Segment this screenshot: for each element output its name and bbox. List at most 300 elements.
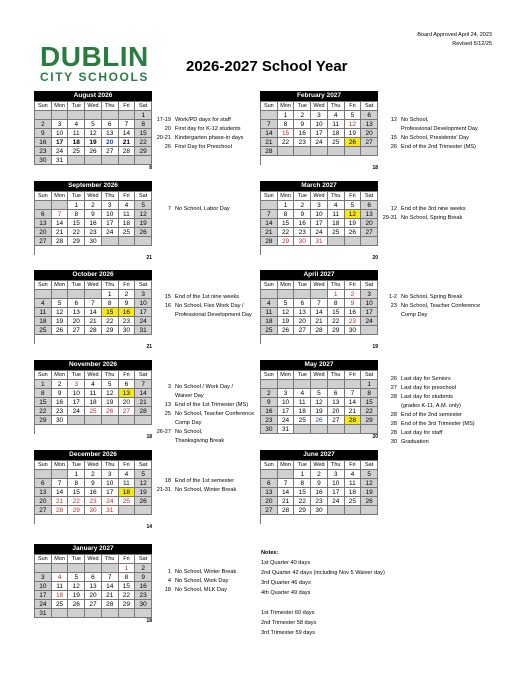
day-cell: 13 <box>328 398 345 407</box>
empty-day-cell <box>361 326 378 335</box>
note-date <box>155 437 175 446</box>
day-cell: 31 <box>102 506 119 515</box>
day-cell: 23 <box>345 317 362 326</box>
day-cell: 15 <box>119 582 136 591</box>
day-cell: 26 <box>361 497 378 506</box>
weekday-header: Fri <box>345 281 362 290</box>
empty-day-cell <box>102 609 119 618</box>
day-cell: 2 <box>119 290 136 299</box>
empty-day-cell <box>68 111 85 120</box>
day-cell: 29 <box>119 600 136 609</box>
weekday-header: Wed <box>311 371 328 380</box>
day-cell: 22 <box>68 497 85 506</box>
empty-day-cell <box>328 425 345 434</box>
oct-notes <box>155 293 252 320</box>
day-cell: 14 <box>311 308 328 317</box>
note-date: 26-27 <box>156 429 171 435</box>
empty-day-cell <box>52 111 69 120</box>
month-calendar <box>34 270 152 351</box>
empty-day-cell <box>345 156 362 165</box>
note-row <box>381 393 475 402</box>
day-cell: 17 <box>35 591 52 600</box>
weekday-header: Tue <box>294 461 311 470</box>
day-cell: 2 <box>311 470 328 479</box>
day-cell: 7 <box>311 299 328 308</box>
note-text: No School, Winter Break <box>175 487 237 493</box>
empty-day-cell <box>119 335 136 344</box>
note-date: 28 <box>390 430 397 436</box>
day-cell: 24 <box>328 497 345 506</box>
day-cell: 24 <box>102 228 119 237</box>
empty-day-cell <box>294 335 311 344</box>
day-cell: 28 <box>278 506 295 515</box>
day-cell: 8 <box>135 120 152 129</box>
summary-notes <box>261 548 385 638</box>
weekday-header: Sun <box>35 555 52 564</box>
weekday-header: Sat <box>361 281 378 290</box>
day-cell: 8 <box>294 479 311 488</box>
note-date: 26 <box>390 144 397 150</box>
day-cell: 7 <box>52 210 69 219</box>
day-cell: 8 <box>68 479 85 488</box>
day-cell: 2 <box>35 120 52 129</box>
day-cell: 12 <box>68 582 85 591</box>
aug-notes <box>155 116 243 152</box>
empty-day-cell <box>278 515 295 524</box>
empty-day-cell <box>102 335 119 344</box>
note-text: Professional Development Day <box>175 312 252 318</box>
day-cell: 3 <box>52 120 69 129</box>
empty-day-cell <box>311 147 328 156</box>
month-title: September 2026 <box>34 181 152 191</box>
day-cell: 23 <box>261 416 278 425</box>
day-cell: 24 <box>68 407 85 416</box>
day-cell: 14 <box>85 308 102 317</box>
day-cell: 10 <box>361 299 378 308</box>
day-cell: 18 <box>85 398 102 407</box>
day-cell: 23 <box>85 228 102 237</box>
day-cell: 26 <box>345 228 362 237</box>
day-cell: 20 <box>328 407 345 416</box>
day-cell: 22 <box>328 317 345 326</box>
note-text: No School, Spring Break <box>401 215 463 221</box>
note-date: 27 <box>390 385 397 391</box>
note-row <box>155 477 236 486</box>
day-cell: 8 <box>68 210 85 219</box>
empty-day-cell <box>261 380 278 389</box>
note-row <box>155 143 243 152</box>
note-row <box>155 311 252 320</box>
day-cell: 27 <box>261 506 278 515</box>
day-count <box>260 524 378 531</box>
empty-day-cell <box>345 246 362 255</box>
empty-day-cell <box>68 335 85 344</box>
day-cell: 8 <box>328 299 345 308</box>
day-cell: 15 <box>68 488 85 497</box>
note-text: End of the 1st nine weeks <box>175 294 240 300</box>
month-grid <box>34 554 152 618</box>
sep-notes <box>155 205 230 214</box>
day-cell: 21 <box>261 138 278 147</box>
note-text: End of the 3rd nine weeks <box>401 206 466 212</box>
day-cell: 13 <box>294 308 311 317</box>
note-text: No School, Winter Break <box>175 569 237 575</box>
day-cell: 6 <box>361 111 378 120</box>
note-date: 1 <box>167 569 171 575</box>
empty-day-cell <box>119 425 136 434</box>
day-cell: 8 <box>102 299 119 308</box>
day-cell: 4 <box>328 111 345 120</box>
day-cell: 18 <box>52 591 69 600</box>
day-cell: 28 <box>102 600 119 609</box>
weekday-header: Tue <box>68 192 85 201</box>
note-date: 30 <box>390 439 397 445</box>
empty-day-cell <box>361 335 378 344</box>
day-cell: 1 <box>35 380 52 389</box>
empty-day-cell <box>85 425 102 434</box>
day-cell: 18 <box>328 129 345 138</box>
summary-line: 2nd Trimester 58 days <box>261 620 317 626</box>
day-cell: 25 <box>328 228 345 237</box>
empty-day-cell <box>278 156 295 165</box>
day-cell: 31 <box>52 156 69 165</box>
summary-line: 1st Quarter 40 days <box>261 560 311 566</box>
day-cell: 16 <box>52 398 69 407</box>
day-cell: 3 <box>102 470 119 479</box>
note-text: No School, <box>401 117 429 123</box>
empty-day-cell <box>102 564 119 573</box>
day-count: 20 <box>372 434 378 440</box>
month-title: April 2027 <box>260 270 378 280</box>
weekday-header: Mon <box>278 371 295 380</box>
day-cell: 23 <box>294 138 311 147</box>
day-cell: 4 <box>52 573 69 582</box>
note-text: (grades K-11, A.M. only) <box>401 403 461 409</box>
day-cell: 22 <box>68 228 85 237</box>
empty-day-cell <box>361 246 378 255</box>
day-cell: 9 <box>85 210 102 219</box>
day-cell: 29 <box>294 506 311 515</box>
empty-day-cell <box>102 237 119 246</box>
weekday-header: Thu <box>328 102 345 111</box>
day-cell: 4 <box>35 299 52 308</box>
empty-day-cell <box>102 156 119 165</box>
note-date <box>381 402 401 411</box>
day-cell: 1 <box>68 201 85 210</box>
day-cell: 30 <box>294 237 311 246</box>
empty-day-cell <box>102 416 119 425</box>
day-cell: 18 <box>68 138 85 147</box>
note-text: No School, Labor Day <box>175 206 230 212</box>
day-cell: 30 <box>135 600 152 609</box>
day-cell: 6 <box>85 573 102 582</box>
day-cell: 25 <box>85 407 102 416</box>
day-cell: 23 <box>311 497 328 506</box>
month-grid <box>260 280 378 344</box>
note-text: Thanksgiving Break <box>175 438 225 444</box>
day-cell: 14 <box>52 488 69 497</box>
day-cell: 21 <box>135 398 152 407</box>
day-cell: 17 <box>328 488 345 497</box>
month-title: March 2027 <box>260 181 378 191</box>
day-cell: 7 <box>52 479 69 488</box>
weekday-header: Sun <box>261 461 278 470</box>
weekday-header: Fri <box>119 281 136 290</box>
weekday-header: Wed <box>311 281 328 290</box>
day-cell: 16 <box>294 129 311 138</box>
day-cell: 12 <box>135 210 152 219</box>
weekday-header: Sat <box>135 461 152 470</box>
empty-day-cell <box>294 147 311 156</box>
weekday-header: Wed <box>311 192 328 201</box>
day-cell: 7 <box>261 210 278 219</box>
note-row <box>155 568 236 577</box>
note-text: Comp Day <box>175 420 202 426</box>
day-cell: 10 <box>52 129 69 138</box>
day-cell: 23 <box>52 407 69 416</box>
weekday-header: Sun <box>35 192 52 201</box>
weekday-header: Sat <box>361 192 378 201</box>
day-cell: 2 <box>261 389 278 398</box>
day-count: 18 <box>146 618 152 624</box>
month-grid <box>260 101 378 165</box>
empty-day-cell <box>135 609 152 618</box>
empty-day-cell <box>261 470 278 479</box>
day-cell: 13 <box>102 129 119 138</box>
empty-day-cell <box>52 335 69 344</box>
day-cell: 19 <box>102 398 119 407</box>
empty-day-cell <box>102 246 119 255</box>
empty-day-cell <box>85 564 102 573</box>
weekday-header: Sat <box>135 192 152 201</box>
empty-day-cell <box>35 201 52 210</box>
empty-day-cell <box>311 515 328 524</box>
empty-day-cell <box>135 416 152 425</box>
day-cell: 10 <box>102 210 119 219</box>
day-cell: 9 <box>311 479 328 488</box>
day-cell: 19 <box>345 129 362 138</box>
day-cell: 21 <box>102 591 119 600</box>
weekday-header: Tue <box>68 461 85 470</box>
note-row <box>155 428 254 437</box>
note-row <box>155 302 252 311</box>
day-cell: 27 <box>361 228 378 237</box>
note-row <box>381 125 478 134</box>
day-cell: 12 <box>311 398 328 407</box>
month-title: June 2027 <box>260 450 378 460</box>
empty-day-cell <box>119 111 136 120</box>
day-cell: 24 <box>278 416 295 425</box>
day-cell: 20 <box>361 129 378 138</box>
note-text: Professional Development Day <box>401 126 478 132</box>
weekday-header: Mon <box>278 461 295 470</box>
note-text: No School, Spring Break <box>401 294 463 300</box>
weekday-header: Mon <box>278 192 295 201</box>
day-cell: 19 <box>361 488 378 497</box>
approval-note <box>417 31 492 49</box>
month-grid <box>34 460 152 524</box>
empty-day-cell <box>85 246 102 255</box>
empty-day-cell <box>328 246 345 255</box>
day-count: 21 <box>146 344 152 350</box>
empty-day-cell <box>328 147 345 156</box>
empty-day-cell <box>85 416 102 425</box>
day-cell: 3 <box>328 470 345 479</box>
summary-line: 4th Quarter 49 days <box>261 590 311 596</box>
day-cell: 29 <box>68 506 85 515</box>
day-cell: 9 <box>135 573 152 582</box>
month-calendar <box>34 450 152 531</box>
may-notes <box>381 375 475 447</box>
day-cell: 18 <box>261 317 278 326</box>
note-text: No School, <box>175 429 203 435</box>
empty-day-cell <box>345 237 362 246</box>
day-count: 8 <box>149 165 152 171</box>
day-cell: 22 <box>135 138 152 147</box>
day-cell: 10 <box>311 210 328 219</box>
note-row <box>155 134 243 143</box>
day-cell: 2 <box>294 111 311 120</box>
empty-day-cell <box>35 515 52 524</box>
empty-day-cell <box>278 335 295 344</box>
day-cell: 31 <box>278 425 295 434</box>
note-date: 13 <box>164 402 171 408</box>
day-cell: 30 <box>52 416 69 425</box>
day-cell: 12 <box>52 308 69 317</box>
day-cell: 15 <box>102 308 119 317</box>
note-date: 26 <box>164 144 171 150</box>
day-cell: 26 <box>135 497 152 506</box>
day-cell: 21 <box>119 138 136 147</box>
day-cell: 16 <box>85 219 102 228</box>
empty-day-cell <box>85 290 102 299</box>
day-cell: 12 <box>278 308 295 317</box>
empty-day-cell <box>85 156 102 165</box>
month-calendar <box>34 181 152 262</box>
empty-day-cell <box>345 335 362 344</box>
empty-day-cell <box>68 425 85 434</box>
day-cell: 9 <box>345 299 362 308</box>
day-cell: 20 <box>361 219 378 228</box>
logo <box>40 41 149 84</box>
logo-sub-text: CITY SCHOOLS <box>40 70 149 84</box>
empty-day-cell <box>135 237 152 246</box>
day-cell: 27 <box>85 600 102 609</box>
day-cell: 17 <box>311 129 328 138</box>
day-cell: 5 <box>278 299 295 308</box>
note-date: 25 <box>164 411 171 417</box>
weekday-header: Thu <box>328 371 345 380</box>
note-date <box>155 419 175 428</box>
day-cell: 9 <box>294 210 311 219</box>
note-row <box>381 311 480 320</box>
day-cell: 25 <box>328 138 345 147</box>
day-cell: 12 <box>361 479 378 488</box>
empty-day-cell <box>328 335 345 344</box>
day-cell: 31 <box>135 326 152 335</box>
note-date: 15 <box>164 294 171 300</box>
day-cell: 22 <box>119 591 136 600</box>
note-date <box>381 311 401 320</box>
note-row <box>381 134 478 143</box>
weekday-header: Tue <box>294 192 311 201</box>
day-cell: 10 <box>68 389 85 398</box>
weekday-header: Mon <box>278 281 295 290</box>
day-cell: 20 <box>68 317 85 326</box>
note-row <box>381 302 480 311</box>
day-cell: 14 <box>261 219 278 228</box>
note-row <box>155 437 254 446</box>
day-cell: 23 <box>294 228 311 237</box>
note-text: No School / Work Day / <box>175 384 234 390</box>
empty-day-cell <box>52 290 69 299</box>
weekday-header: Fri <box>119 102 136 111</box>
note-row <box>381 384 475 393</box>
summary-line <box>261 598 385 608</box>
weekday-header: Wed <box>311 461 328 470</box>
note-date: 17-19 <box>156 117 171 123</box>
day-cell: 2 <box>85 201 102 210</box>
empty-day-cell <box>35 111 52 120</box>
empty-day-cell <box>311 290 328 299</box>
day-count: 18 <box>372 165 378 171</box>
note-row <box>381 438 475 447</box>
month-grid <box>34 280 152 344</box>
weekday-header: Sun <box>261 192 278 201</box>
day-cell: 16 <box>294 219 311 228</box>
note-row <box>381 411 475 420</box>
day-cell: 3 <box>135 290 152 299</box>
day-cell: 15 <box>361 398 378 407</box>
day-cell: 24 <box>311 138 328 147</box>
empty-day-cell <box>119 506 136 515</box>
month-title: December 2026 <box>34 450 152 460</box>
month-calendar <box>260 270 378 351</box>
day-cell: 5 <box>345 111 362 120</box>
day-cell: 17 <box>102 488 119 497</box>
empty-day-cell <box>119 237 136 246</box>
day-cell: 5 <box>85 120 102 129</box>
empty-day-cell <box>361 147 378 156</box>
day-cell: 22 <box>294 497 311 506</box>
day-cell: 30 <box>85 237 102 246</box>
day-cell: 6 <box>35 210 52 219</box>
note-row <box>155 293 252 302</box>
month-calendar <box>34 360 152 441</box>
day-cell: 25 <box>119 497 136 506</box>
note-date <box>155 311 175 320</box>
day-cell: 21 <box>278 497 295 506</box>
note-date: 23 <box>390 303 397 309</box>
empty-day-cell <box>261 111 278 120</box>
weekday-header: Mon <box>52 192 69 201</box>
summary-line: 3rd Trimester 59 days <box>261 630 316 636</box>
day-cell: 11 <box>119 210 136 219</box>
empty-day-cell <box>311 156 328 165</box>
day-cell: 29 <box>135 147 152 156</box>
day-cell: 26 <box>311 416 328 425</box>
day-cell: 16 <box>85 488 102 497</box>
weekday-header: Tue <box>294 102 311 111</box>
note-text: End of the 1st Trimester (MS) <box>175 402 249 408</box>
day-cell: 5 <box>135 201 152 210</box>
day-cell: 17 <box>68 398 85 407</box>
note-date: 12 <box>390 206 397 212</box>
month-grid <box>34 101 152 165</box>
day-cell: 27 <box>35 237 52 246</box>
day-cell: 6 <box>35 479 52 488</box>
empty-day-cell <box>345 515 362 524</box>
